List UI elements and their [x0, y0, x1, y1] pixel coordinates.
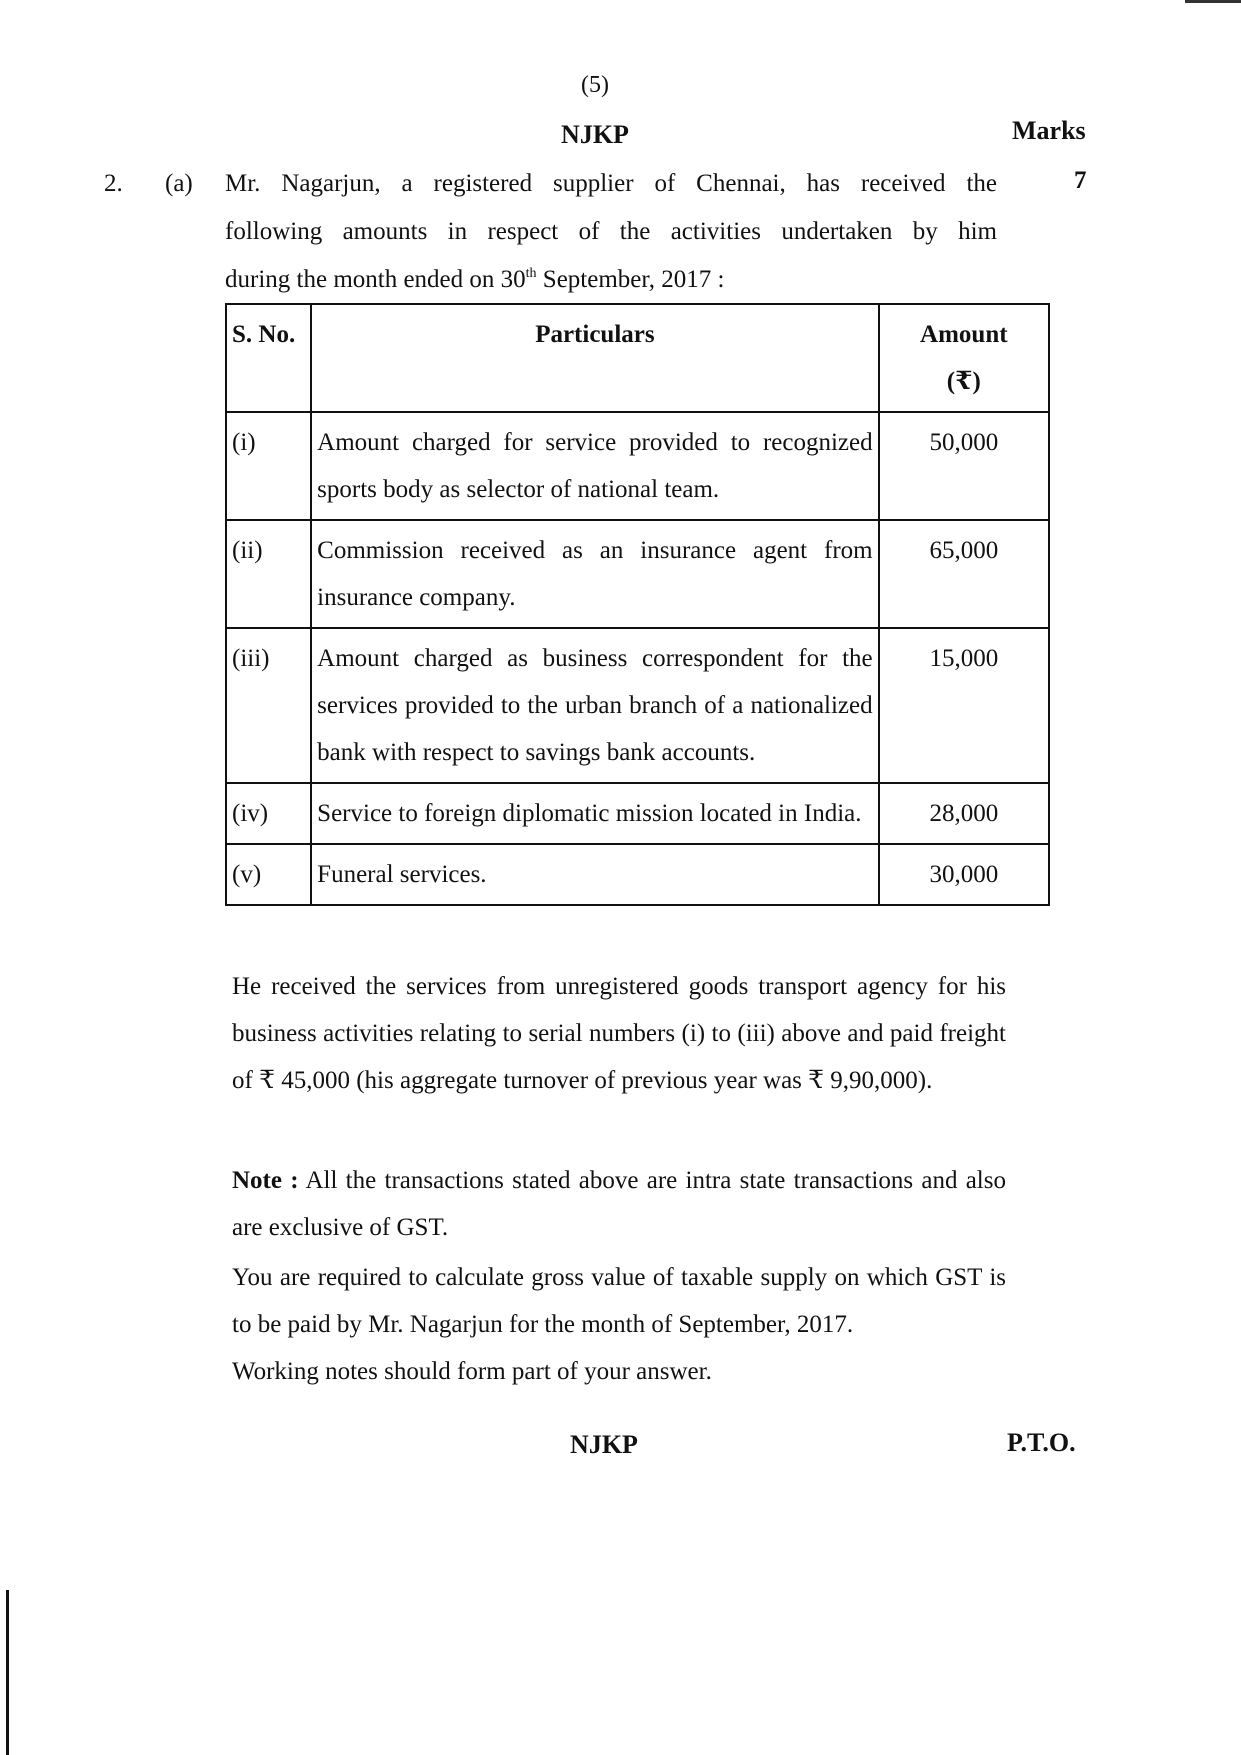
row-particulars: Amount charged as business correspondent for the services provided to the urban branch of a nationalized bank with respect to savings bank accounts. [311, 628, 878, 783]
row-particulars: Service to foreign diplomatic mission located in India. [311, 783, 878, 844]
row-particulars: Commission received as an insurance agent from insurance company. [311, 520, 878, 628]
particulars-header: Particulars [311, 304, 878, 412]
amount-header-label: Amount [920, 321, 1008, 348]
table-row [226, 412, 1049, 520]
sno-header: S. No. [226, 304, 311, 412]
table-row [226, 520, 1049, 628]
note-label: Note : [232, 1167, 299, 1194]
intro-line: following amounts in respect of the activities undertaken by him [225, 218, 997, 245]
intro-text: during the month ended on 30 [225, 266, 526, 293]
question-intro [225, 160, 997, 304]
row-amount: 30,000 [879, 844, 1049, 905]
row-sno: (iv) [226, 783, 311, 844]
row-amount: 65,000 [879, 520, 1049, 628]
table-header-row [226, 304, 1049, 412]
intro-line: Mr. Nagarjun, a registered supplier of Chennai, has received the [225, 170, 997, 197]
please-turn-over: P.T.O. [1007, 1428, 1076, 1457]
amount-unit: (₹) [946, 368, 981, 395]
page-edge-line [1185, 0, 1241, 3]
question-number: 2. [104, 170, 123, 197]
gta-paragraph: He received the services from unregistered goods transport agency for his business activities relating to serial numbers (i) to (iii) above and paid freight of ₹ 45,000 (his aggregate turnover of previous year was ₹ 9,90,000). [232, 973, 1006, 1094]
intro-text: September, 2017 : [536, 266, 725, 293]
scan-edge-line [6, 1590, 9, 1755]
row-particulars: Funeral services. [311, 844, 878, 905]
row-sno: (ii) [226, 520, 311, 628]
note-text: All the transactions stated above are intra state transactions and also are exclusive of GST. [232, 1167, 1006, 1241]
row-particulars: Amount charged for service provided to recognized sports body as selector of national team. [311, 412, 878, 520]
table-row [226, 783, 1049, 844]
row-amount: 50,000 [879, 412, 1049, 520]
row-amount: 28,000 [879, 783, 1049, 844]
marks-column-heading: Marks [1012, 116, 1086, 145]
note-paragraph [232, 1157, 1006, 1251]
table-row [226, 628, 1049, 783]
paper-code-header: NJKP [561, 120, 629, 149]
row-sno: (iii) [226, 628, 311, 783]
row-sno: (i) [226, 412, 311, 520]
page-number: (5) [581, 72, 609, 98]
particulars-table [225, 303, 1050, 906]
question-part: (a) [165, 170, 193, 197]
intro-line [225, 256, 997, 304]
row-amount: 15,000 [879, 628, 1049, 783]
ordinal-suffix: th [525, 266, 537, 281]
working-notes-line: Working notes should form part of your answer. [232, 1358, 712, 1385]
amount-header [879, 304, 1049, 412]
row-sno: (v) [226, 844, 311, 905]
requirement-paragraph: You are required to calculate gross value of taxable supply on which GST is to be paid by Mr. Nagarjun for the month of September, 2017. [232, 1264, 1006, 1338]
table-row [226, 844, 1049, 905]
question-marks: 7 [1074, 167, 1087, 194]
paper-code-footer: NJKP [570, 1430, 638, 1459]
